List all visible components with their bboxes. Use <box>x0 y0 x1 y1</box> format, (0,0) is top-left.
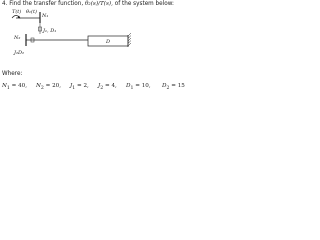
damper-label: D <box>106 39 111 45</box>
question-text-after: of the system below: <box>114 1 174 7</box>
n2-label: N₂ <box>14 35 21 41</box>
n1-label: N₁ <box>42 13 49 19</box>
parameter-list <box>2 82 198 90</box>
question-number: 4. <box>2 1 8 7</box>
theta1-label: θ₁(t) <box>26 9 37 15</box>
param-n1: $N_1 = 40$, <box>2 83 28 92</box>
question-text <box>2 1 200 8</box>
question-text-before: Find the transfer function, <box>9 1 84 7</box>
gear-train-diagram <box>0 9 200 59</box>
param-d1: $D_1 = 10$, <box>126 83 151 92</box>
ground-hatching <box>128 33 131 46</box>
param-j2: $J_2 = 4$, <box>98 83 117 92</box>
j1-d1-label: J₁, D₁ <box>43 28 57 34</box>
param-j1: $J_1 = 2$, <box>70 83 89 92</box>
transfer-function-expression: θ₂(s)/T(s), <box>84 1 113 7</box>
param-n2: $N_2 = 20$, <box>36 83 62 92</box>
j2-d2-label: J₂D₂ <box>14 50 25 56</box>
torque-label: T(t) <box>12 9 22 15</box>
where-label: Where: <box>2 71 23 77</box>
param-d2: $D_2 = 15$ <box>162 83 185 92</box>
